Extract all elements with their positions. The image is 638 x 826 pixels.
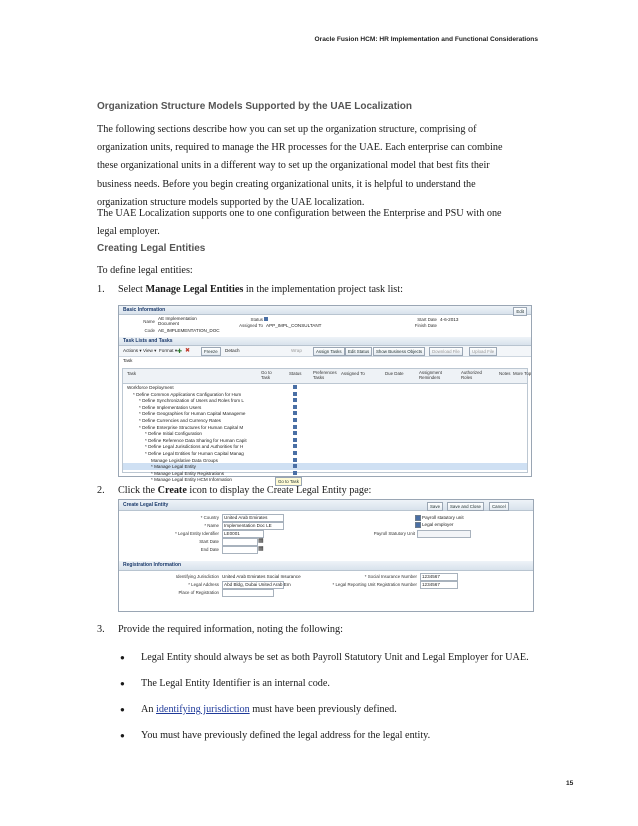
step-bold: Manage Legal Entities <box>145 284 244 295</box>
view-menu[interactable]: View ▾ <box>143 348 157 353</box>
subsection-title: Creating Legal Entities <box>97 243 206 254</box>
table-row[interactable] <box>123 457 527 464</box>
edit-status-button[interactable]: Edit Status <box>345 347 372 356</box>
step-1 <box>97 284 403 295</box>
detach-button[interactable]: Detach <box>225 348 240 353</box>
task-search-label: Task <box>123 358 133 363</box>
save-button[interactable]: Save <box>427 502 443 511</box>
bullet-item <box>120 678 330 689</box>
reporting-label: * Legal Reporting Unit Registration Number <box>332 582 417 587</box>
col-header: Task <box>127 371 137 376</box>
show-business-objects-button[interactable]: Show Business Objects <box>373 347 425 356</box>
table-row[interactable] <box>123 424 527 431</box>
status-icon <box>293 471 297 475</box>
bullet-text: must have been previously defined. <box>249 704 397 715</box>
task-name: * Define Enterprise Structures for Human Capital M <box>139 424 244 430</box>
tasks-bar <box>119 337 531 346</box>
status-label: Status <box>250 317 263 322</box>
freeze-button[interactable]: Freeze <box>201 347 221 356</box>
name-label: * Name <box>204 523 219 528</box>
table-row[interactable] <box>123 391 527 398</box>
section-title: Organization Structure Models Supported by the UAE Localization <box>97 101 413 112</box>
place-field[interactable] <box>222 589 274 597</box>
start-label: Start Date <box>417 317 437 322</box>
task-table <box>122 368 532 484</box>
identifying-jurisdiction-link[interactable]: identifying jurisdiction <box>156 704 250 715</box>
registration-bar <box>119 561 533 571</box>
col-header: Due Date <box>385 371 404 376</box>
create-le-title: Create Legal Entity <box>123 502 169 508</box>
para1-line: these organizational units in a different way to set up the organizational model that best fits their <box>97 160 490 172</box>
status-icon <box>264 317 268 321</box>
country-label: * Country <box>200 515 219 520</box>
table-header <box>123 369 532 384</box>
para1-line: The following sections describe how you can set up the organization structure, comprising of <box>97 124 477 135</box>
ssn-value: 1234567 <box>422 574 440 579</box>
task-list-screenshot <box>118 305 532 484</box>
step-text: Select <box>118 284 146 295</box>
task-name: * Define Implementation Users <box>139 404 202 410</box>
col-header: Assignment Reminders <box>419 370 442 380</box>
assign-tasks-button[interactable]: Assign Tasks <box>313 347 345 356</box>
task-name: * Define Synchronization of Users and Roles from L <box>139 398 244 404</box>
task-name: * Define Currencies and Currency Rates <box>139 418 221 423</box>
para1-line: organization structure models supported by the UAE localization. <box>97 196 365 208</box>
status-icon <box>293 444 297 448</box>
format-menu[interactable]: Format ▾ <box>159 348 178 353</box>
task-toolbar <box>119 346 531 357</box>
status-icon <box>293 438 297 442</box>
finish-label: Finish Date <box>414 323 437 328</box>
table-row[interactable] <box>123 417 527 424</box>
legal-address-label: * Legal Address <box>188 582 219 587</box>
step-2 <box>97 485 371 496</box>
step-number: 2. <box>97 485 105 496</box>
task-name: Manage Legislative Data Groups <box>151 457 218 463</box>
name-field[interactable] <box>222 522 284 530</box>
table-row[interactable] <box>123 397 527 404</box>
bullet-item <box>120 652 529 663</box>
jurisdiction-label: Identifying Jurisdiction <box>175 574 219 579</box>
edit-button[interactable]: Edit <box>513 307 527 316</box>
status-icon <box>293 405 297 409</box>
save-and-close-button[interactable]: Save and Close <box>447 502 484 511</box>
para2-line: legal employer. <box>97 226 160 238</box>
psu-select[interactable] <box>417 530 471 538</box>
calendar-icon[interactable]: ▦ <box>258 538 264 544</box>
bullet-item <box>120 730 430 741</box>
task-name: Workforce Deployment <box>127 385 174 390</box>
table-row[interactable] <box>123 410 527 417</box>
bullet-dot: ● <box>120 705 125 714</box>
step-text: Click the <box>118 485 158 496</box>
actions-menu[interactable]: Actions ▾ <box>123 348 142 353</box>
step-text: in the implementation project task list: <box>243 284 403 295</box>
legal-address-value: Abd Bldg, Dubai United Arab Em <box>224 582 291 587</box>
upload-file-button[interactable]: Upload File <box>469 347 497 356</box>
col-header: Status <box>289 371 302 376</box>
bullet-item <box>120 704 397 715</box>
para1-line: business needs. Before you begin creating organizational units, it is helpful to understand the <box>97 178 476 190</box>
wrap-button[interactable]: Wrap <box>291 348 302 353</box>
jurisdiction-value: United Arab Emirates Social Insurance <box>222 574 301 579</box>
step-bold: Create <box>157 485 187 496</box>
country-field[interactable] <box>222 514 284 522</box>
table-row[interactable] <box>123 470 527 477</box>
step-number: 1. <box>97 284 105 295</box>
bullet-text: The Legal Entity Identifier is an internal code. <box>141 678 330 689</box>
task-name: * Manage Legal Entity HCM Information <box>151 477 232 483</box>
step-3 <box>97 624 343 635</box>
status-icon <box>293 392 297 396</box>
psu-checkbox[interactable] <box>415 515 421 521</box>
download-file-button[interactable]: Download File <box>429 347 463 356</box>
end-date-label: End Date <box>200 547 219 552</box>
table-row[interactable] <box>123 404 527 411</box>
para2-line: The UAE Localization supports one to one configuration between the Enterprise and PSU with one <box>97 208 502 219</box>
legal-address-field[interactable] <box>222 581 291 589</box>
status-icon <box>293 385 297 389</box>
ssn-field[interactable] <box>420 573 458 581</box>
col-header: Go to Task <box>261 370 272 380</box>
reporting-value: 1234567 <box>422 582 440 587</box>
col-header: Preferences Tasks <box>313 370 337 380</box>
add-icon[interactable]: ✚ <box>177 349 183 355</box>
create-legal-entity-screenshot <box>118 499 534 612</box>
registration-title: Registration Information <box>123 562 182 568</box>
task-name: * Manage Legal Entity <box>151 464 196 470</box>
table-row[interactable] <box>123 476 527 483</box>
end-date-field[interactable] <box>222 546 258 554</box>
intro-line: To define legal entities: <box>97 265 193 276</box>
cancel-button[interactable]: Cancel <box>489 502 509 511</box>
calendar-icon[interactable]: ▦ <box>258 546 264 552</box>
col-header: Assigned To <box>341 371 365 376</box>
place-label: Place of Registration <box>178 590 219 595</box>
table-row[interactable] <box>123 384 527 391</box>
start-value: 4-6-2013 <box>440 317 459 322</box>
lei-value: LE0001 <box>224 531 240 536</box>
task-name: * Define Common Applications Configuration for Hum <box>133 391 242 397</box>
status-icon <box>293 411 297 415</box>
start-date-label: Start Date <box>199 539 219 544</box>
status-icon <box>293 398 297 402</box>
status-icon <box>293 458 297 462</box>
basic-info-title: Basic Information <box>123 307 166 313</box>
go-to-task-tooltip: Go to Task <box>275 477 302 486</box>
code-value: AE_IMPLEMENTATION_DOC <box>158 328 220 333</box>
uae-paragraph <box>97 205 542 241</box>
psu-check-label: Payroll statutory unit <box>422 515 464 520</box>
intro-paragraph <box>97 121 542 212</box>
status-icon <box>293 425 297 429</box>
step-text: icon to display the Create Legal Entity page: <box>186 485 372 496</box>
table-row[interactable] <box>123 430 527 437</box>
assigned-label: Assigned To <box>239 323 263 328</box>
status-icon <box>293 464 297 468</box>
basic-info-bar <box>119 306 531 315</box>
page-number: 15 <box>566 780 574 787</box>
bullet-dot: ● <box>120 731 125 740</box>
status-icon <box>293 451 297 455</box>
ssn-label: * Social Insurance Number <box>364 574 417 579</box>
start-date-field[interactable] <box>222 538 258 546</box>
status-icon <box>293 418 297 422</box>
legal-employer-checkbox[interactable] <box>415 522 421 528</box>
step-number: 3. <box>97 624 105 635</box>
bullet-text: An <box>141 704 156 715</box>
table-row[interactable] <box>123 463 527 470</box>
table-row[interactable] <box>123 437 527 444</box>
code-label: Code <box>144 328 155 333</box>
lei-label: * Legal Entity Identifier <box>175 531 219 536</box>
running-header: Oracle Fusion HCM: HR Implementation and Functional Considerations <box>314 36 538 43</box>
tasks-title: Task Lists and Tasks <box>123 338 173 344</box>
bullet-text: Legal Entity should always be set as both Payroll Statutory Unit and Legal Employer for UAE. <box>141 652 529 663</box>
task-name: * Define Initial Configuration <box>145 431 202 437</box>
psu-select-label: Payroll Statutory Unit <box>373 531 415 536</box>
country-value: United Arab Emirates <box>224 515 268 520</box>
name-label: Name <box>143 319 155 324</box>
task-name: * Define Legal Entities for Human Capital Manag <box>145 451 244 456</box>
name-value: Implementation Doc LE <box>224 523 272 528</box>
assigned-value: APP_IMPL_CONSULTANT <box>266 323 322 328</box>
reporting-field[interactable] <box>420 581 458 589</box>
status-icon <box>293 431 297 435</box>
step-text: Provide the required information, noting the following: <box>118 624 343 635</box>
bullet-dot: ● <box>120 653 125 662</box>
col-header: Notes <box>499 371 511 376</box>
table-row[interactable] <box>123 450 527 457</box>
legal-employer-label: Legal employer <box>422 522 454 527</box>
task-name: * Define Reference Data Sharing for Human Capit <box>145 437 247 443</box>
table-row[interactable] <box>123 443 527 450</box>
col-header: More Top <box>513 371 532 376</box>
col-header: Authorized Roles <box>461 370 482 380</box>
name-value: AE Implementation Document <box>158 316 197 326</box>
task-name: * Define Legal Jurisdictions and Authorities for H <box>145 444 244 450</box>
para1-line: organization units, required to manage the HR processes for the UAE. Each enterprise can combine <box>97 142 503 154</box>
task-name: * Define Geographies for Human Capital Manageme <box>139 411 246 417</box>
task-name: * Manage Legal Entity Registrations <box>151 470 225 476</box>
bullet-text: You must have previously defined the legal address for the legal entity. <box>141 730 431 741</box>
bullet-dot: ● <box>120 679 125 688</box>
delete-icon[interactable]: ✖ <box>185 348 191 354</box>
